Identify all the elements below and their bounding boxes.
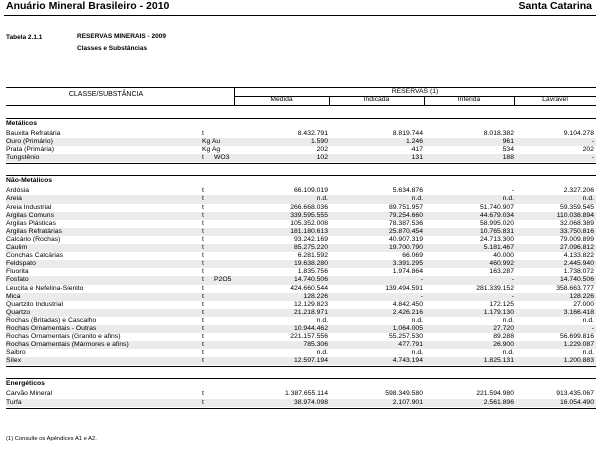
unit-cell: t [202, 284, 204, 292]
table-row [6, 212, 596, 220]
substance-name: Fluorita [6, 268, 29, 276]
measured-cell: 12.129.823 [293, 300, 328, 308]
inferred-cell: 58.995.020 [479, 219, 514, 227]
mineable-cell: 1.200.883 [563, 357, 594, 365]
state-name: Santa Catarina [518, 0, 592, 12]
table-row [6, 276, 596, 284]
table-row [6, 301, 596, 309]
inferred-cell: - [511, 187, 514, 195]
inferred-cell: 172.125 [489, 300, 514, 308]
substance-name: Caulim [6, 244, 28, 252]
substance-name: Argilas Comuns [6, 211, 54, 219]
mineable-cell: 1.738.072 [563, 268, 594, 276]
unit-cell: t [202, 398, 204, 406]
footnote: (1) Consulte os Apêndices A1 e A2. [6, 436, 97, 442]
indicated-cell: 5.634.876 [392, 187, 423, 195]
measured-cell: 424.660.544 [290, 284, 328, 292]
table-row [6, 146, 596, 154]
measured-cell: 85.275.220 [293, 244, 328, 252]
substance-name: Areia [6, 195, 22, 203]
indicated-cell: 66.069 [402, 252, 423, 260]
indicated-cell: 4.842.450 [392, 300, 423, 308]
indicated-cell: 1.974.864 [392, 268, 423, 276]
indicated-cell: 131 [411, 154, 423, 162]
mineable-cell: - [591, 138, 594, 146]
column-header-reserves: RESERVAS (1) [234, 88, 596, 97]
measured-cell: 105.352.008 [290, 219, 328, 227]
inferred-cell: n.d. [502, 316, 514, 324]
substance-name: Carvão Mineral [6, 390, 53, 398]
unit-cell: t [202, 357, 204, 365]
substance-name: Quartzito Industrial [6, 300, 64, 308]
mineable-cell: n.d. [582, 349, 594, 357]
mineable-cell: - [591, 324, 594, 332]
indicated-cell: - [420, 292, 423, 300]
inferred-cell: 5.181.467 [483, 244, 514, 252]
measured-cell: 785.306 [303, 341, 328, 349]
table-title: RESERVAS MINERAIS - 2009 [77, 33, 166, 40]
mineable-cell: 4.133.822 [563, 252, 594, 260]
unit-cell: t [202, 308, 204, 316]
table-row [6, 244, 596, 252]
mineable-cell: 1.229.087 [563, 341, 594, 349]
substance-name: Rochas Ornamentais (Mármores e afins) [6, 341, 129, 349]
indicated-cell: 55.257.530 [388, 333, 423, 341]
measured-cell: 21.218.971 [293, 308, 328, 316]
table-row [6, 154, 596, 162]
inferred-cell: 1.825.131 [483, 357, 514, 365]
unit-cell: t [202, 300, 204, 308]
table-row [6, 195, 596, 203]
unit-cell: t [202, 203, 204, 211]
mineable-cell: 913.435.067 [556, 390, 594, 398]
unit-cell: t [202, 341, 204, 349]
inferred-cell: 460.992 [489, 260, 514, 268]
measured-cell: 19.638.280 [293, 260, 328, 268]
table-row [6, 390, 596, 398]
substance-name: Rochas Ornamentais (Granito e afins) [6, 333, 121, 341]
substance-name: Turfa [6, 398, 22, 406]
table-row [6, 317, 596, 325]
mineable-cell: 110.038.894 [556, 211, 594, 219]
inferred-cell: 961 [502, 138, 514, 146]
inferred-cell: - [511, 292, 514, 300]
inferred-cell: n.d. [502, 349, 514, 357]
substance-name: Tungstênio [6, 154, 40, 162]
measured-cell: 1.835.756 [297, 268, 328, 276]
mineable-cell: 3.166.418 [563, 308, 594, 316]
indicated-cell: 417 [411, 146, 423, 154]
column-header-class: CLASSE/SUBSTÂNCIA [68, 91, 144, 98]
substance-name: Mica [6, 292, 21, 300]
measured-cell: 339.595.555 [290, 211, 328, 219]
unit-cell: t [202, 244, 204, 252]
inferred-cell: 27.720 [493, 324, 514, 332]
table-row [6, 399, 596, 407]
table-row [6, 309, 596, 317]
table-row [6, 204, 596, 212]
substance-name: Areia Industrial [6, 203, 52, 211]
table-body [6, 118, 596, 409]
indicated-cell: 19.700.790 [388, 244, 423, 252]
indicated-cell: n.d. [411, 316, 423, 324]
unit-cell: Kg Au [202, 138, 221, 146]
section-title: Metálicos [6, 120, 37, 127]
table-subtitle: Classes e Substâncias [77, 45, 148, 52]
table-row [6, 138, 596, 146]
substance-name: Argilas Refratárias [6, 227, 62, 235]
inferred-cell: 89.288 [493, 333, 514, 341]
reserves-table [6, 87, 596, 409]
indicated-cell: - [420, 276, 423, 284]
unit-cell: t [202, 154, 204, 162]
substance-name: Rochas Ornamentais - Outras [6, 324, 97, 332]
inferred-cell: 40.000 [493, 252, 514, 260]
measured-cell: 1.590 [310, 138, 328, 146]
mineable-cell: 9.104.278 [563, 130, 594, 137]
measured-cell: 93.242.169 [293, 235, 328, 243]
table-row [6, 228, 596, 236]
indicated-cell: 78.387.536 [388, 219, 423, 227]
measured-cell: n.d. [316, 195, 328, 203]
table-row [6, 357, 596, 365]
substance-name: Conchas Calcárias [6, 252, 64, 260]
unit-cell: t [202, 195, 204, 203]
unit-cell: t [202, 252, 204, 260]
measured-cell: 8.432.791 [297, 130, 328, 137]
indicated-cell: 3.391.295 [392, 260, 423, 268]
mineable-cell: - [591, 154, 594, 162]
unit-cell: t [202, 219, 204, 227]
unit-cell: t [202, 316, 204, 324]
unit-cell: t [202, 292, 204, 300]
substance-name: Sílex [6, 357, 22, 365]
mineable-cell: 59.359.545 [559, 203, 594, 211]
measured-cell: 14.740.506 [293, 276, 328, 284]
substance-name: Ouro (Primário) [6, 138, 53, 146]
mineable-cell: 16.054.490 [559, 398, 594, 406]
indicated-cell: 598.349.580 [385, 390, 423, 398]
unit-cell: t [202, 324, 204, 332]
table-number: Tabela 2.1.1 [6, 34, 43, 41]
substance-name: Bauxita Refratária [6, 130, 61, 137]
unit-cell: t [202, 211, 204, 219]
substance-name: Prata (Primária) [6, 146, 54, 154]
substance-name: Leucita e Nefelina-Sienito [6, 284, 84, 292]
mineable-cell: 27.000 [573, 300, 594, 308]
indicated-cell: 139.494.591 [385, 284, 423, 292]
measured-cell: 221.157.556 [290, 333, 328, 341]
table-row [6, 220, 596, 228]
measured-cell: 181.180.613 [290, 227, 328, 235]
table-row [6, 341, 596, 349]
measured-cell: 12.597.194 [293, 357, 328, 365]
subunit-cell: P2O5 [214, 276, 232, 284]
substance-name: Ardósia [6, 187, 30, 195]
table-row [6, 333, 596, 341]
unit-cell: t [202, 235, 204, 243]
subunit-cell: WO3 [214, 154, 230, 162]
indicated-cell: 1.064.005 [392, 324, 423, 332]
unit-cell: t [202, 333, 204, 341]
column-header-inferred: Inferida [457, 96, 481, 103]
indicated-cell: 79.254.660 [388, 211, 423, 219]
unit-cell: Kg Ag [202, 146, 221, 154]
measured-cell: n.d. [316, 349, 328, 357]
inferred-cell: 2.561.896 [483, 398, 514, 406]
mineable-cell: 2.445.940 [563, 260, 594, 268]
indicated-cell: 1.246 [405, 138, 423, 146]
unit-cell: t [202, 130, 204, 137]
measured-cell: 266.668.036 [290, 203, 328, 211]
indicated-cell: n.d. [411, 195, 423, 203]
inferred-cell: 44.679.034 [479, 211, 514, 219]
mineable-cell: 202 [582, 146, 594, 154]
substance-name: Feldspato [6, 260, 36, 268]
indicated-cell: 89.751.957 [388, 203, 423, 211]
inferred-cell: 8.018.382 [483, 130, 514, 137]
substance-name: Quartzo [6, 308, 31, 316]
inferred-cell: 534 [502, 146, 514, 154]
inferred-cell: 188 [502, 154, 514, 162]
table-row [6, 236, 596, 244]
indicated-cell: n.d. [411, 349, 423, 357]
inferred-cell: 221.594.980 [476, 390, 514, 398]
inferred-cell: - [511, 276, 514, 284]
mineable-cell: 33.750.816 [559, 227, 594, 235]
substance-name: Calcário (Rochas) [6, 235, 61, 243]
unit-cell: t [202, 187, 204, 195]
substance-name: Argilas Plásticas [6, 219, 56, 227]
mineable-cell: 79.009.899 [559, 235, 594, 243]
section-1 [6, 175, 596, 367]
column-header-mineable: Lavrável [542, 96, 568, 103]
measured-cell: 66.109.019 [293, 187, 328, 195]
header-rule [4, 15, 596, 16]
mineable-cell: 56.699.816 [559, 333, 594, 341]
column-header-indicated: Indicada [363, 96, 390, 103]
unit-cell: t [202, 260, 204, 268]
indicated-cell: 477.791 [398, 341, 423, 349]
table-row [6, 187, 596, 195]
inferred-cell: 163.287 [489, 268, 514, 276]
substance-name: Fosfato [6, 276, 29, 284]
indicated-cell: 8.819.744 [392, 130, 423, 137]
unit-cell: t [202, 349, 204, 357]
measured-cell: 1.387.655.114 [285, 390, 328, 398]
indicated-cell: 40.907.319 [388, 235, 423, 243]
inferred-cell: 24.713.300 [479, 235, 514, 243]
page-title: Anuário Mineral Brasileiro - 2010 [6, 0, 170, 12]
table-row [6, 130, 596, 138]
indicated-cell: 2.426.216 [392, 308, 423, 316]
mineable-cell: 128.226 [569, 292, 594, 300]
indicated-cell: 4.743.194 [392, 357, 423, 365]
inferred-cell: n.d. [502, 195, 514, 203]
mineable-cell: 358.663.777 [556, 284, 594, 292]
indicated-cell: 2.107.901 [392, 398, 423, 406]
table-row [6, 252, 596, 260]
measured-cell: 38.974.098 [293, 398, 328, 406]
section-title: Energéticos [6, 380, 45, 388]
mineable-cell: 27.096.812 [559, 244, 594, 252]
inferred-cell: 1.179.130 [483, 308, 514, 316]
unit-cell: t [202, 268, 204, 276]
measured-cell: 10.944.462 [293, 324, 328, 332]
mineable-cell: 14.740.506 [559, 276, 594, 284]
inferred-cell: 51.740.907 [479, 203, 514, 211]
table-header [6, 87, 596, 106]
table-row [6, 349, 596, 357]
table-row [6, 293, 596, 301]
unit-cell: t [202, 276, 204, 284]
unit-cell: t [202, 390, 204, 398]
measured-cell: 102 [316, 154, 328, 162]
measured-cell: 128.226 [303, 292, 328, 300]
column-header-measured: Medida [270, 96, 293, 103]
measured-cell: 202 [316, 146, 328, 154]
inferred-cell: 10.765.831 [479, 227, 514, 235]
substance-name: Rochas (Britadas) e Cascalho [6, 316, 97, 324]
inferred-cell: 281.339.152 [476, 284, 514, 292]
mineable-cell: n.d. [582, 195, 594, 203]
mineable-cell: n.d. [582, 316, 594, 324]
section-title: Não-Metálicos [6, 177, 53, 185]
table-row [6, 260, 596, 268]
measured-cell: 6.281.592 [297, 252, 328, 260]
section-2 [6, 378, 596, 408]
substance-name: Saibro [6, 349, 26, 357]
table-row [6, 268, 596, 276]
indicated-cell: 25.870.454 [388, 227, 423, 235]
mineable-cell: 2.327.206 [563, 187, 594, 195]
mineable-cell: 32.068.389 [559, 219, 594, 227]
table-row [6, 325, 596, 333]
table-row [6, 285, 596, 293]
measured-cell: n.d. [316, 316, 328, 324]
unit-cell: t [202, 227, 204, 235]
section-0 [6, 118, 596, 164]
inferred-cell: 26.900 [493, 341, 514, 349]
